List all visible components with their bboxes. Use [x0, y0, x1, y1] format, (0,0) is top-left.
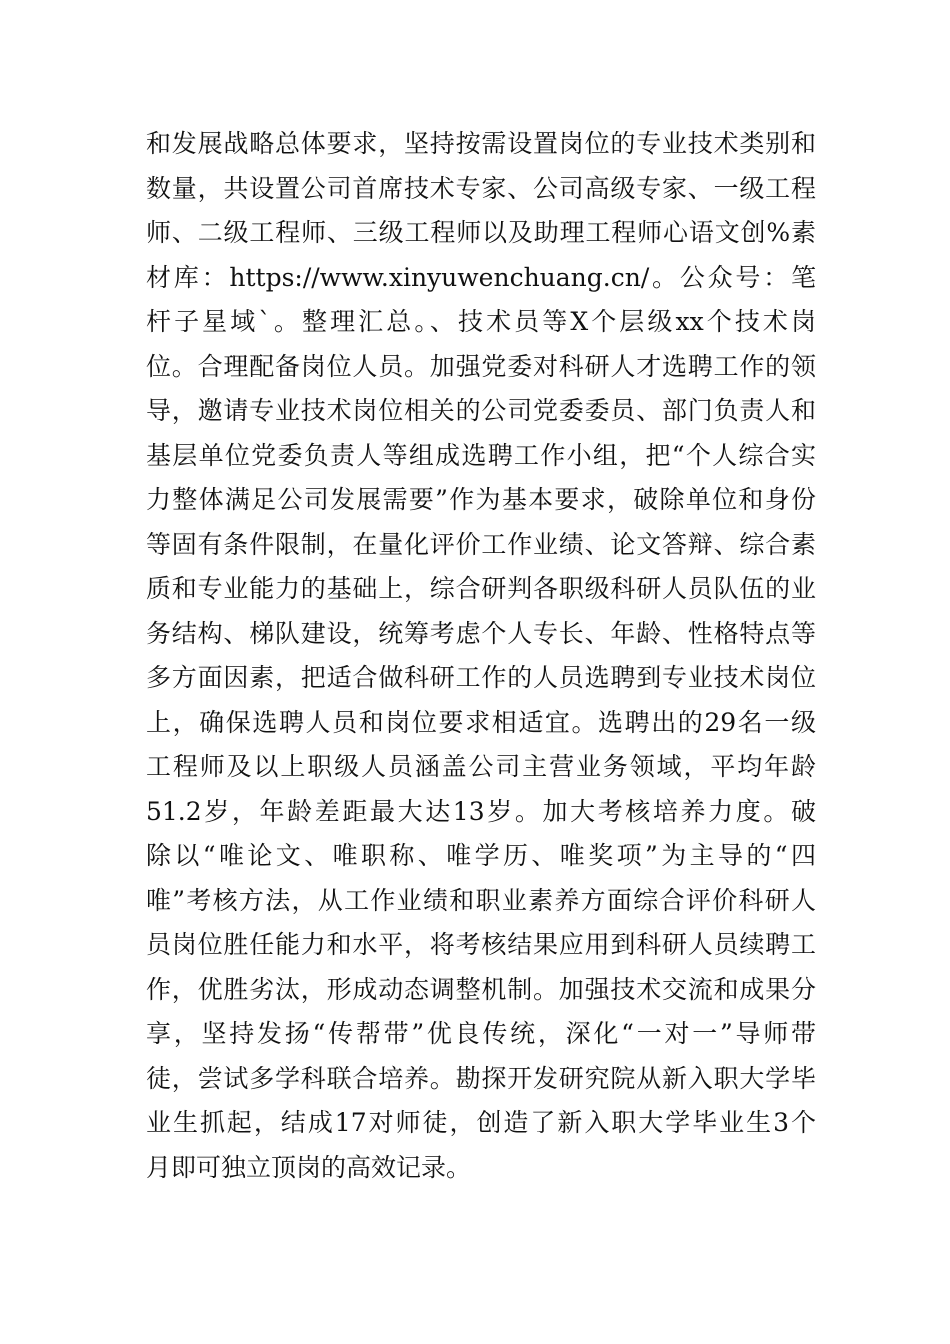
text-line: 材库：https://www.xinyuwenchuang.cn/。公众号：笔 [146, 262, 816, 292]
text-line: 作，优胜劣汰，形成动态调整机制。加强技术交流和成果分 [146, 974, 816, 1004]
text-line-last: 月即可独立顶岗的高效记录。 [146, 1152, 472, 1182]
text-line: 除以“唯论文、唯职称、唯学历、唯奖项”为主导的“四 [146, 841, 816, 870]
text-line: 务结构、梯队建设，统筹考虑个人专长、年龄、性格特点等 [146, 618, 816, 648]
text-line: 数量，共设置公司首席技术专家、公司高级专家、一级工程 [146, 173, 816, 203]
text-line: 徒，尝试多学科联合培养。勘探开发研究院从新入职大学毕 [146, 1063, 816, 1093]
text-line: 杆子星域`。整理汇总。、技术员等X个层级xx个技术岗 [146, 307, 816, 336]
text-line: 基层单位党委负责人等组成选聘工作小组，把“个人综合实 [146, 440, 816, 470]
text-line: 员岗位胜任能力和水平，将考核结果应用到科研人员续聘工 [146, 930, 816, 959]
text-line: 51.2岁，年龄差距最大达13岁。加大考核培养力度。破 [146, 796, 816, 826]
text-line: 质和专业能力的基础上，综合研判各职级科研人员队伍的业 [146, 574, 816, 603]
text-line: 上，确保选聘人员和岗位要求相适宜。选聘出的29名一级 [146, 707, 816, 737]
text-line: 多方面因素，把适合做科研工作的人员选聘到专业技术岗位 [146, 663, 816, 692]
text-line: 工程师及以上职级人员涵盖公司主营业务领域，平均年龄 [146, 752, 816, 781]
text-line: 师、二级工程师、三级工程师以及助理工程师心语文创%素 [146, 218, 816, 247]
text-line: 力整体满足公司发展需要”作为基本要求，破除单位和身份 [146, 485, 816, 514]
text-line: 唯”考核方法，从工作业绩和职业素养方面综合评价科研人 [146, 885, 816, 915]
body-paragraph [146, 122, 816, 1190]
text-line: 等固有条件限制，在量化评价工作业绩、论文答辩、综合素 [146, 529, 816, 559]
text-line: 和发展战略总体要求，坚持按需设置岗位的专业技术类别和 [146, 129, 816, 158]
text-line: 位。合理配备岗位人员。加强党委对科研人才选聘工作的领 [146, 351, 816, 381]
text-line: 业生抓起，结成17对师徒，创造了新入职大学毕业生3个 [146, 1108, 816, 1137]
text-line: 享，坚持发扬“传帮带”优良传统，深化“一对一”导师带 [146, 1019, 817, 1048]
text-line: 导，邀请专业技术岗位相关的公司党委委员、部门负责人和 [146, 396, 816, 425]
